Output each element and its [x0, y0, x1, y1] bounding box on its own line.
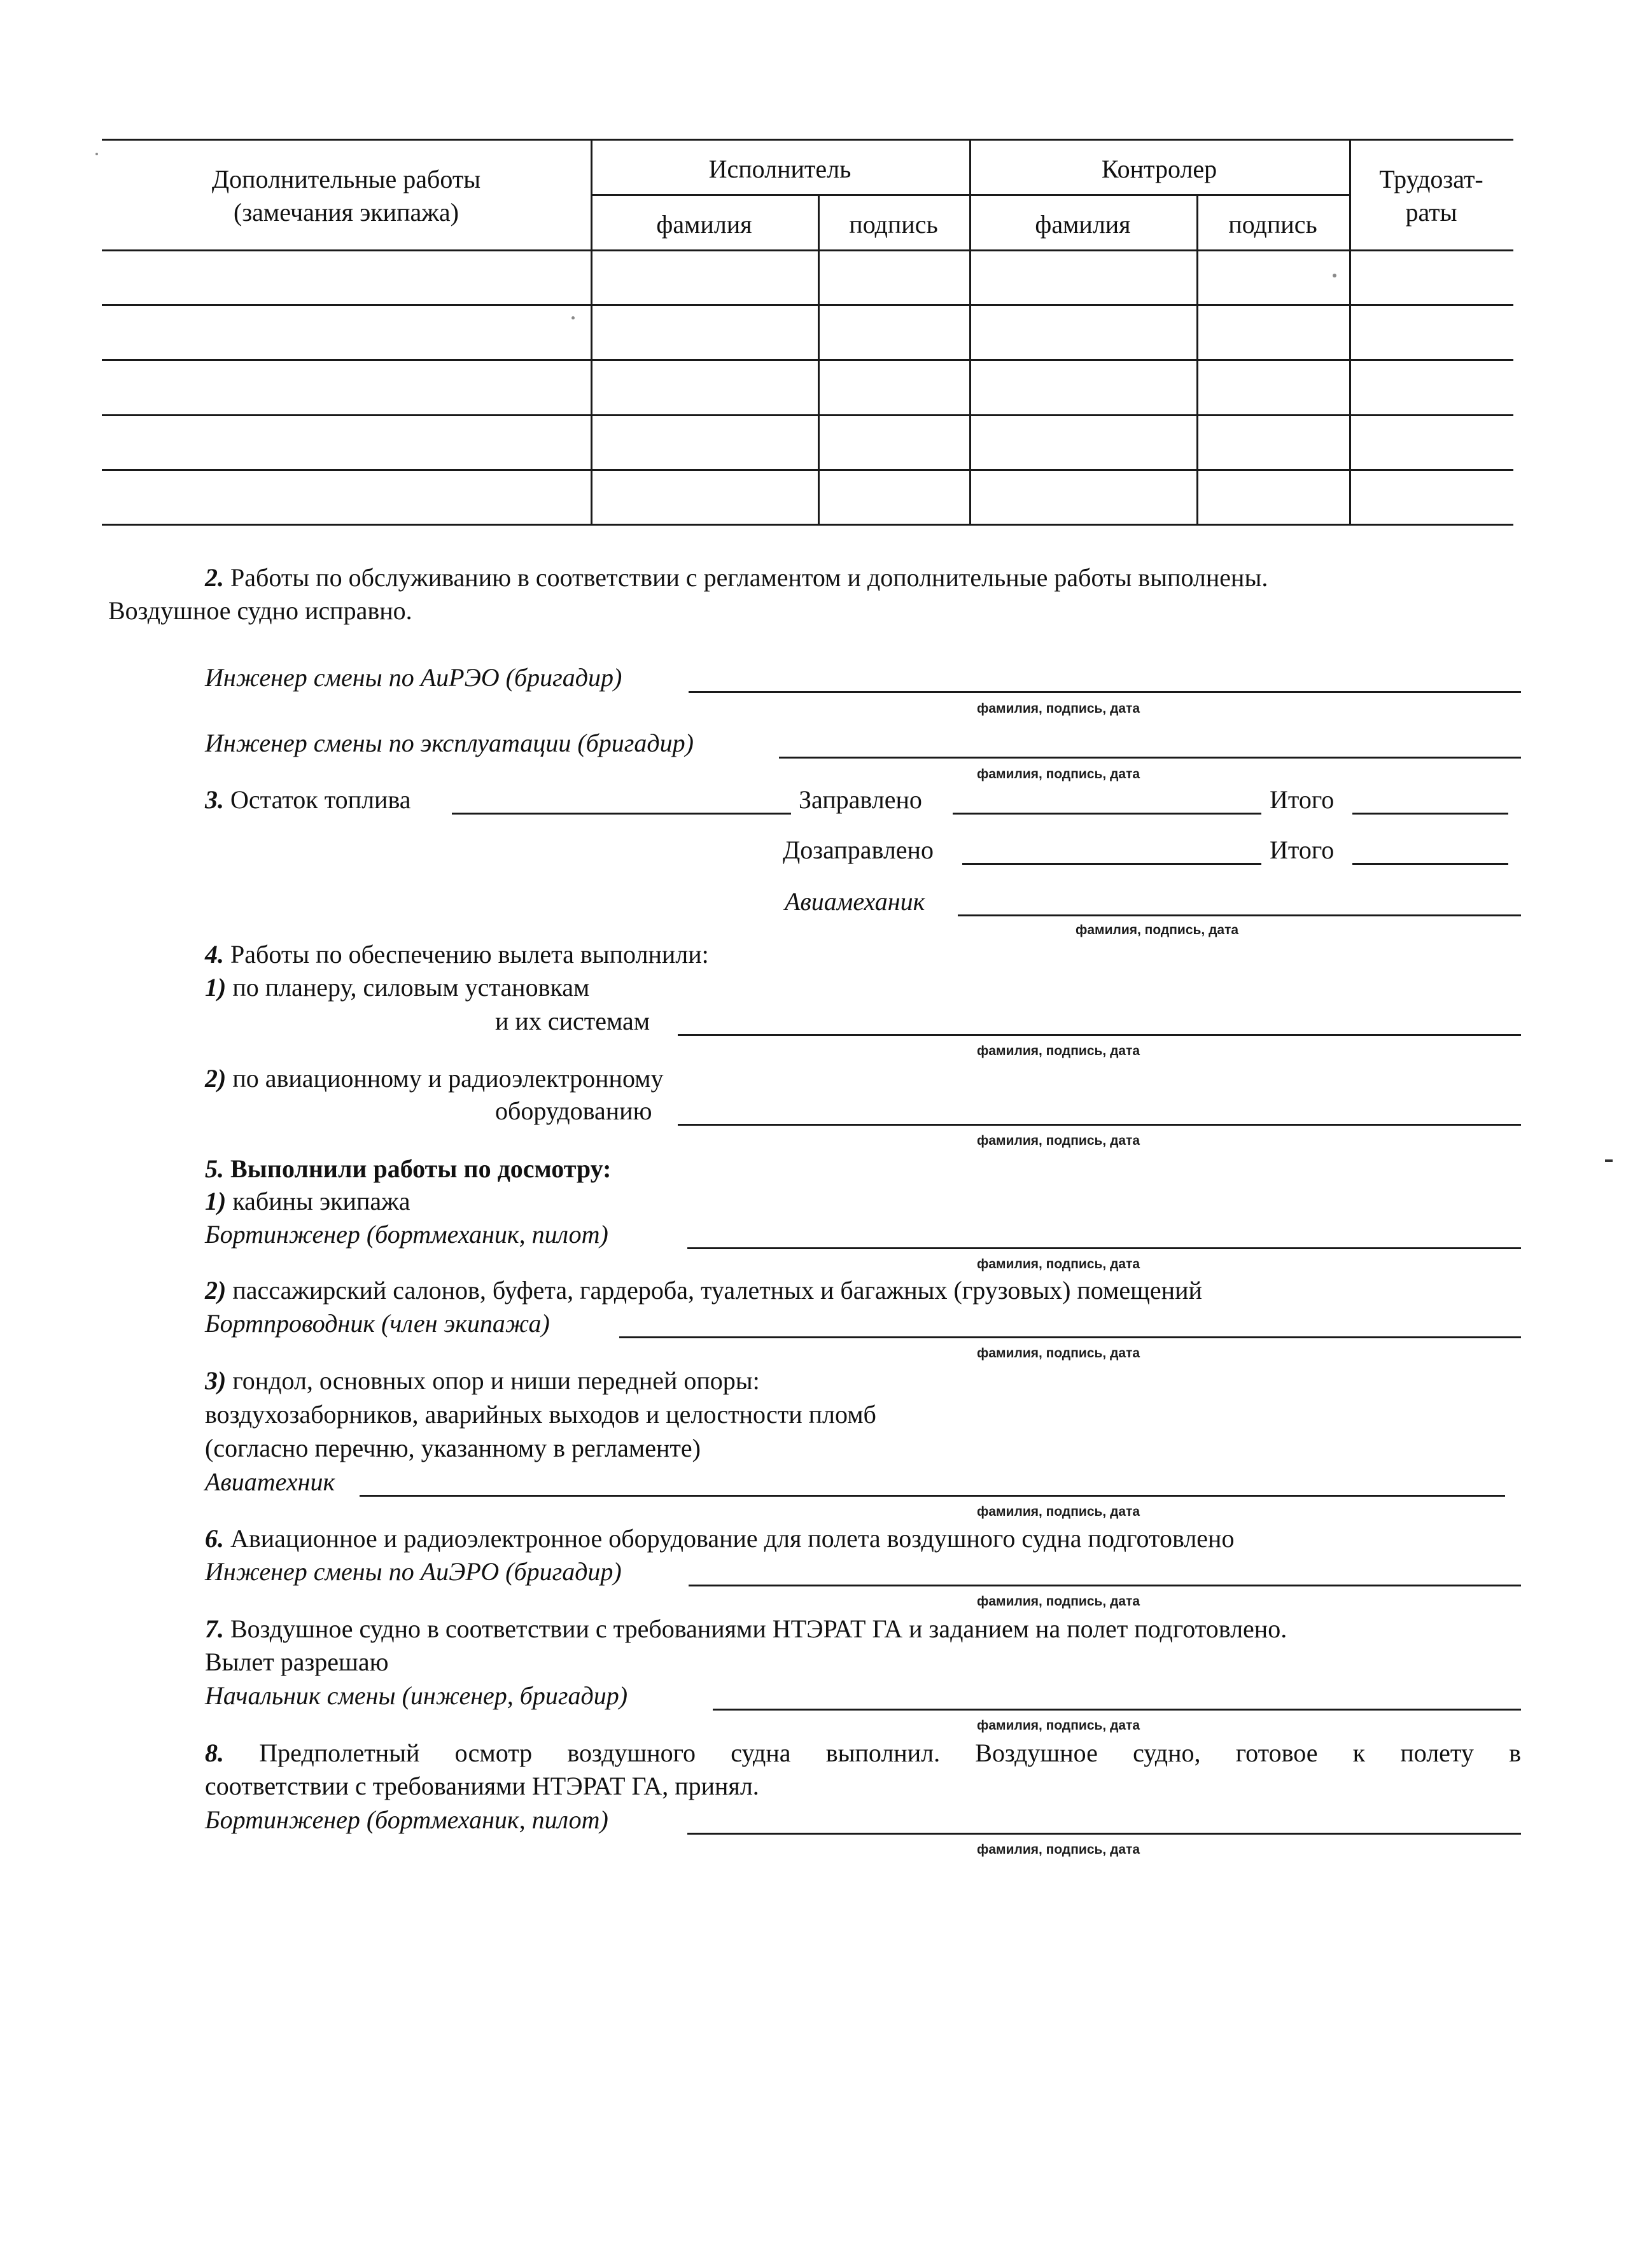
section-5-title-text: Выполнили работы по досмотру: — [224, 1154, 612, 1183]
item-nacelles-line2: воздухозаборников, аварийных выходов и целостности пломб — [205, 1400, 876, 1429]
item-cabins — [205, 1278, 1202, 1303]
header-controller: Контролер — [1101, 155, 1217, 183]
item-nacelles — [205, 1368, 760, 1394]
caption-surname-signature-date: фамилия, подпись, дата — [977, 1718, 1140, 1733]
refueled-field[interactable] — [962, 863, 1261, 865]
item-number: 2) — [205, 1276, 227, 1305]
caption-surname-signature-date: фамилия, подпись, дата — [977, 1133, 1140, 1148]
section-8-line1 — [205, 1740, 1521, 1766]
label-aviation-mechanic: Авиамеханик — [785, 887, 925, 916]
scan-speck — [95, 153, 98, 155]
section-2-line1: Работы по обслуживанию в соответствии с регламентом и дополнительные работы выполнены. — [224, 563, 1268, 592]
signature-line-airframe[interactable] — [678, 1034, 1521, 1036]
item-avionics-line2: оборудованию — [495, 1096, 652, 1125]
cell-labor[interactable] — [1351, 361, 1513, 413]
cell-executor-surname[interactable] — [592, 306, 816, 358]
cell-controller-surname[interactable] — [971, 361, 1195, 413]
section-number: 7. — [205, 1614, 224, 1643]
cell-controller-signature[interactable] — [1198, 306, 1348, 358]
cell-work[interactable] — [102, 306, 589, 358]
cell-controller-signature[interactable] — [1198, 251, 1348, 304]
header-labor-costs: Трудозат- раты — [1379, 165, 1483, 227]
item-number: 3) — [205, 1366, 227, 1395]
section-number: 3. — [205, 785, 224, 814]
cell-executor-signature[interactable] — [820, 471, 968, 523]
section-number: 2. — [205, 563, 224, 592]
section-2-line2: Воздушное судно исправно. — [108, 596, 412, 625]
item-number: 1) — [205, 1187, 227, 1215]
cell-labor[interactable] — [1351, 416, 1513, 468]
label-refueled: Дозаправлено — [783, 836, 934, 864]
signature-line-shift-engineer-aireo[interactable] — [689, 691, 1521, 693]
cell-executor-surname[interactable] — [592, 251, 816, 304]
table-top-border — [102, 139, 1513, 141]
total-2-field[interactable] — [1352, 863, 1508, 865]
header-controller-signature: подпись — [1228, 210, 1317, 239]
scan-speck — [1605, 1159, 1613, 1162]
item-airframe-line1: по планеру, силовым установкам — [226, 973, 590, 1002]
header-controller-surname: фамилия — [1035, 210, 1131, 239]
item-avionics — [205, 1066, 664, 1091]
header-executor-signature: подпись — [849, 210, 938, 239]
cell-labor[interactable] — [1351, 471, 1513, 523]
section-number: 8. — [205, 1739, 224, 1767]
signature-line-aviation-technician[interactable] — [360, 1495, 1505, 1497]
section-6-text-body: Авиационное и радиоэлектронное оборудование для полета воздушного судна подготовлено — [224, 1524, 1235, 1553]
label-shift-engineer-aero: Инженер смены по АиЭРО (бригадир) — [205, 1557, 622, 1586]
cell-executor-surname[interactable] — [592, 361, 816, 413]
caption-surname-signature-date: фамилия, подпись, дата — [977, 767, 1140, 781]
cell-executor-surname[interactable] — [592, 471, 816, 523]
cell-executor-signature[interactable] — [820, 251, 968, 304]
cell-controller-signature[interactable] — [1198, 471, 1348, 523]
signature-line-flight-engineer-cockpit[interactable] — [687, 1247, 1521, 1249]
cell-controller-signature[interactable] — [1198, 416, 1348, 468]
cell-labor[interactable] — [1351, 306, 1513, 358]
item-airframe — [205, 975, 589, 1000]
cell-work[interactable] — [102, 416, 589, 468]
scan-speck — [571, 316, 575, 319]
item-number: 1) — [205, 973, 227, 1002]
caption-surname-signature-date: фамилия, подпись, дата — [977, 1842, 1140, 1857]
item-number: 2) — [205, 1064, 227, 1093]
caption-surname-signature-date: фамилия, подпись, дата — [977, 1346, 1140, 1361]
fuel-remaining-text: Остаток топлива — [224, 785, 411, 814]
section-7-line1-text: Воздушное судно в соответствии с требованиями НТЭРАТ ГА и заданием на полет подготовлено. — [224, 1614, 1287, 1643]
item-cockpit-text: кабины экипажа — [226, 1187, 410, 1215]
label-fuel-remaining — [205, 787, 411, 813]
cell-labor[interactable] — [1351, 251, 1513, 304]
cell-controller-surname[interactable] — [971, 416, 1195, 468]
cell-work[interactable] — [102, 471, 589, 523]
label-flight-attendant: Бортпроводник (член экипажа) — [205, 1309, 550, 1338]
caption-surname-signature-date: фамилия, подпись, дата — [977, 1044, 1140, 1058]
item-nacelles-line1: гондол, основных опор и ниши передней опоры: — [226, 1366, 760, 1395]
section-7-line1 — [205, 1616, 1287, 1642]
header-additional-work: Дополнительные работы (замечания экипажа) — [211, 165, 481, 227]
section-4-title — [205, 942, 709, 967]
section-number: 4. — [205, 940, 224, 969]
section-6-text — [205, 1526, 1234, 1551]
label-total-2: Итого — [1270, 836, 1335, 864]
section-7-line2: Вылет разрешаю — [205, 1648, 389, 1676]
cell-work[interactable] — [102, 251, 589, 304]
signature-line-flight-attendant[interactable] — [619, 1336, 1521, 1338]
cell-executor-signature[interactable] — [820, 361, 968, 413]
section-8-line1-text: Предполетный осмотр воздушного судна выполнил. Воздушное судно, готовое к полету в — [224, 1739, 1521, 1767]
section-4-title-text: Работы по обеспечению вылета выполнили: — [224, 940, 709, 969]
cell-controller-signature[interactable] — [1198, 361, 1348, 413]
fueled-field[interactable] — [953, 813, 1261, 815]
item-avionics-line1: по авиационному и радиоэлектронному — [226, 1064, 664, 1093]
caption-surname-signature-date: фамилия, подпись, дата — [977, 1257, 1140, 1271]
signature-line-aviation-mechanic[interactable] — [958, 914, 1521, 916]
label-flight-engineer-final: Бортинженер (бортмеханик, пилот) — [205, 1805, 608, 1834]
header-executor: Исполнитель — [708, 155, 852, 183]
label-shift-chief: Начальник смены (инженер, бригадир) — [205, 1681, 628, 1710]
signature-line-shift-engineer-aero[interactable] — [689, 1585, 1521, 1586]
cell-executor-signature[interactable] — [820, 306, 968, 358]
section-5-title — [205, 1156, 611, 1182]
label-shift-engineer-aireo: Инженер смены по АиРЭО (бригадир) — [205, 663, 622, 692]
cell-work[interactable] — [102, 361, 589, 413]
label-flight-engineer: Бортинженер (бортмеханик, пилот) — [205, 1220, 608, 1249]
cell-controller-surname[interactable] — [971, 251, 1195, 304]
signature-line-avionics[interactable] — [678, 1124, 1521, 1126]
signature-line-shift-engineer-operations[interactable] — [779, 757, 1521, 759]
caption-surname-signature-date: фамилия, подпись, дата — [977, 1594, 1140, 1609]
caption-surname-signature-date: фамилия, подпись, дата — [977, 701, 1140, 716]
caption-surname-signature-date: фамилия, подпись, дата — [977, 1504, 1140, 1519]
scan-speck — [1333, 274, 1336, 277]
table-bottom-border — [102, 524, 1513, 526]
item-nacelles-line3: (согласно перечню, указанному в регламенте) — [205, 1434, 701, 1462]
item-cabins-text: пассажирский салонов, буфета, гардероба, туалетных и багажных (грузовых) помещений — [226, 1276, 1202, 1305]
label-aviation-technician: Авиатехник — [205, 1467, 335, 1496]
header-executor-surname: фамилия — [656, 210, 752, 239]
signature-line-shift-chief[interactable] — [713, 1709, 1521, 1711]
signature-line-flight-engineer-final[interactable] — [687, 1833, 1521, 1835]
section-number: 5. — [205, 1154, 224, 1183]
cell-controller-surname[interactable] — [971, 306, 1195, 358]
item-cockpit — [205, 1189, 410, 1214]
label-total-1: Итого — [1270, 785, 1335, 814]
cell-executor-surname[interactable] — [592, 416, 816, 468]
label-shift-engineer-operations: Инженер смены по эксплуатации (бригадир) — [205, 729, 694, 757]
section-number: 6. — [205, 1524, 224, 1553]
section-8-line2: соответствии с требованиями НТЭРАТ ГА, принял. — [205, 1772, 759, 1800]
cell-executor-signature[interactable] — [820, 416, 968, 468]
label-fueled: Заправлено — [799, 785, 922, 814]
caption-surname-signature-date: фамилия, подпись, дата — [1076, 923, 1239, 937]
section-2-text — [205, 565, 1268, 591]
fuel-remaining-field[interactable] — [452, 813, 791, 815]
cell-controller-surname[interactable] — [971, 471, 1195, 523]
item-airframe-line2: и их системам — [495, 1007, 650, 1035]
total-1-field[interactable] — [1352, 813, 1508, 815]
